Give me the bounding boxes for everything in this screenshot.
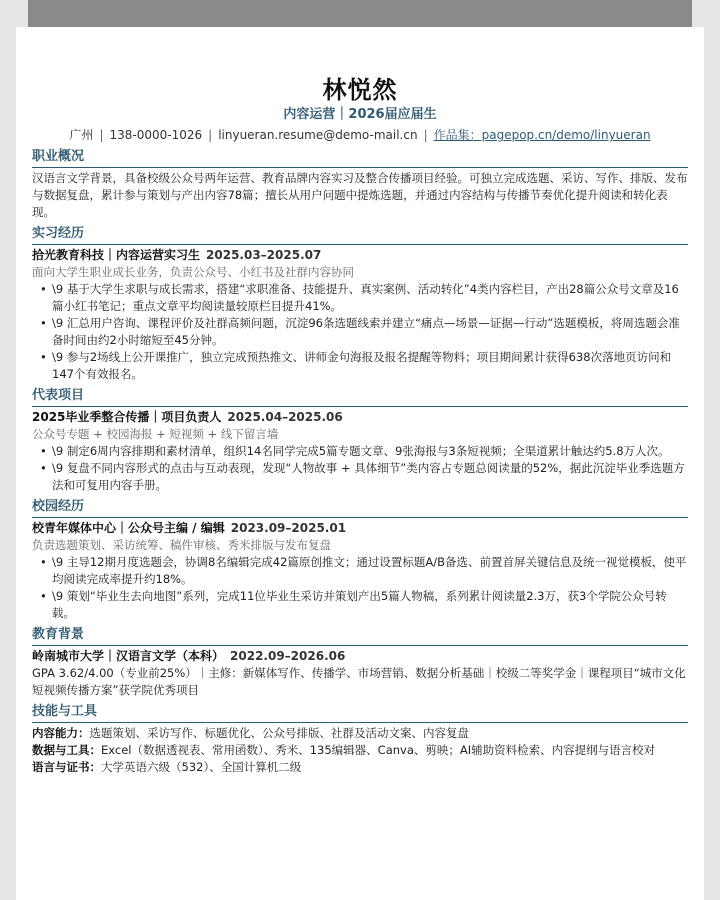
education-section [32,626,688,699]
entry-date: 2022.09–2026.06 [230,649,346,663]
list-item: • \9 基于大学生求职与成长需求，搭建“求职准备、技能提升、真实案例、活动转化”4类内容栏目，产出28篇公众号文章及16篇小红书笔记；重点文章平均阅读量较原栏目提升41%。 [52,281,688,315]
summary-text: 汉语言文学背景，具备校级公众号两年运营、教育品牌内容实习及整合传播项目经验。可独立完成选题、采访、写作、排版、发布与数据复盘，累计参与策划与产出内容78篇；擅长从用户问题中提炼选题，并通过内容结构与传播节奏优化提升阅读和转化表现。 [32,171,688,219]
entry-meta: 面向大学生职业成长业务，负责公众号、小红书及社群内容协同 [32,265,354,279]
portfolio-link[interactable]: 作品集：pagepop.cn/demo/linyueran [433,128,651,142]
contact-line: 广州 | 138-0000-1026 | linyueran.resume@demo-mail.cn | 作品集：pagepop.cn/demo/linyueran [69,128,651,142]
section-title: 技能与工具 [32,703,688,723]
entry-meta: 负责选题策划、采访统筹、稿件审核、秀米排版与发布复盘 [32,538,331,552]
list-item: • \9 汇总用户咨询、课程评价及社群高频问题，沉淀96条选题线索并建立“痛点—场景—证据—行动”选题模板，将周选题会准备时间由约2小时缩短至45分钟。 [52,315,688,349]
bullet-list [32,554,688,622]
list-item: • \9 主导12期月度选题会，协调8名编辑完成42篇原创推文；通过设置标题A/B备选、前置首屏关键信息及统一视觉模板，使平均阅读完成率提升约18%。 [52,554,688,588]
skill-line: 内容能力：选题策划、采访写作、标题优化、公众号排版、社群及活动文案、内容复盘 [32,726,469,740]
entry-heading: 2025毕业季整合传播｜项目负责人 2025.04–2025.06 [32,410,343,424]
entry-date: 2025.04–2025.06 [227,410,343,424]
entry-date: 2025.03–2025.07 [206,248,322,262]
internship-section [32,225,688,383]
campus-section [32,498,688,622]
skill-line: 语言与证书：大学英语六级（532）、全国计算机二级 [32,760,302,774]
list-item: • \9 复盘不同内容形式的点击与互动表现，发现“人物故事 + 具体细节”类内容占专题总阅读量的52%，据此沉淀毕业季选题方法和可复用内容手册。 [52,460,688,494]
phone: 138-0000-1026 [109,128,203,142]
list-item: • \9 制定6周内容排期和素材清单，组织14名同学完成5篇专题文章、9张海报与3条短视频；全渠道累计触达约5.8万人次。 [52,443,688,460]
entry-heading: 校青年媒体中心｜公众号主编 / 编辑 2023.09–2025.01 [32,521,347,535]
project-section [32,387,688,494]
entry-heading: 岭南城市大学｜汉语言文学（本科） 2022.09–2026.06 [32,649,346,663]
skills-section [32,703,688,776]
list-item: • \9 参与2场线上公开课推广，独立完成预热推文、讲师金句海报及报名提醒等物料；项目期间累计获得638次落地页访问和147个有效报名。 [52,349,688,383]
section-title: 实习经历 [32,225,688,245]
section-title: 职业概况 [32,148,688,168]
bullet-list [32,281,688,383]
section-title: 代表项目 [32,387,688,407]
entry-meta: 公众号专题 + 校园海报 + 短视频 + 线下留言墙 [32,427,279,441]
candidate-name: 林悦然 [322,76,398,104]
summary-section [32,148,688,221]
bullet-list [32,443,688,494]
section-title: 校园经历 [32,498,688,518]
entry-date: 2023.09–2025.01 [230,521,347,535]
top-bar [28,0,692,27]
list-item: • \9 策划“毕业生去向地图”系列，完成11位毕业生采访并策划产出5篇人物稿，系列累计阅读量2.3万，获3个学院公众号转载。 [52,588,688,622]
resume-page [16,27,704,900]
skill-line: 数据与工具：Excel（数据透视表、常用函数）、秀米、135编辑器、Canva、剪映；AI辅助资料检索、内容提纲与语言校对 [32,743,656,757]
location: 广州 [69,128,94,142]
candidate-subtitle: 内容运营｜2026届应届生 [283,107,437,122]
entry-heading: 拾光教育科技｜内容运营实习生 2025.03–2025.07 [32,248,322,262]
education-text: GPA 3.62/4.00（专业前25%）｜主修：新媒体写作、传播学、市场营销、数据分析基础｜校级二等奖学金｜课程项目“城市文化短视频传播方案”获学院优秀项目 [32,666,686,697]
section-title: 教育背景 [32,626,688,646]
email: linyueran.resume@demo-mail.cn [218,128,418,142]
